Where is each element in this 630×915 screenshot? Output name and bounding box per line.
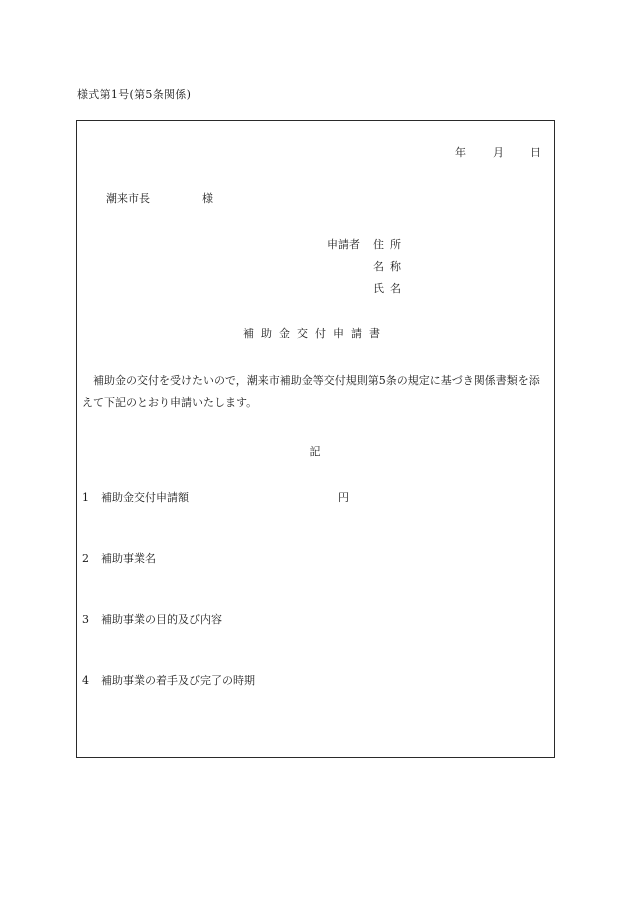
date-day-label: 日 <box>530 146 541 159</box>
item-1 <box>82 489 349 505</box>
addressee <box>106 190 213 206</box>
item-2 <box>82 550 156 566</box>
date-year-label: 年 <box>455 146 466 159</box>
form-frame <box>76 120 555 758</box>
applicant-entity-label: 名称 <box>373 260 407 273</box>
ki-heading: 記 <box>309 445 321 458</box>
applicant-name-label: 氏名 <box>373 282 407 295</box>
item-1-number: 1 <box>82 491 89 504</box>
date-line <box>455 144 545 158</box>
item-3-number: 3 <box>82 613 89 626</box>
item-4-number: 4 <box>82 674 89 687</box>
item-1-label: 補助金交付申請額 <box>101 491 189 504</box>
addressee-name: 潮来市長 <box>106 192 150 205</box>
applicant-address-label: 住所 <box>373 238 407 251</box>
item-4 <box>82 672 255 688</box>
document-title: 補助金交付申請書 <box>243 327 387 340</box>
applicant-label: 申請者 <box>327 238 360 251</box>
form-number: 様式第1号(第5条関係) <box>77 88 192 101</box>
addressee-suffix: 様 <box>202 192 213 205</box>
item-2-label: 補助事業名 <box>101 552 156 565</box>
item-2-number: 2 <box>82 552 89 565</box>
item-4-label: 補助事業の着手及び完了の時期 <box>101 674 255 687</box>
item-3 <box>82 611 222 627</box>
body-paragraph: 補助金の交付を受けたいので，潮来市補助金等交付規則第5条の規定に基づき関係書類を添えて下記のとおり申請いたします。 <box>82 374 540 409</box>
date-month-label: 月 <box>493 146 504 159</box>
item-3-label: 補助事業の目的及び内容 <box>101 613 222 626</box>
item-1-unit: 円 <box>338 491 349 504</box>
